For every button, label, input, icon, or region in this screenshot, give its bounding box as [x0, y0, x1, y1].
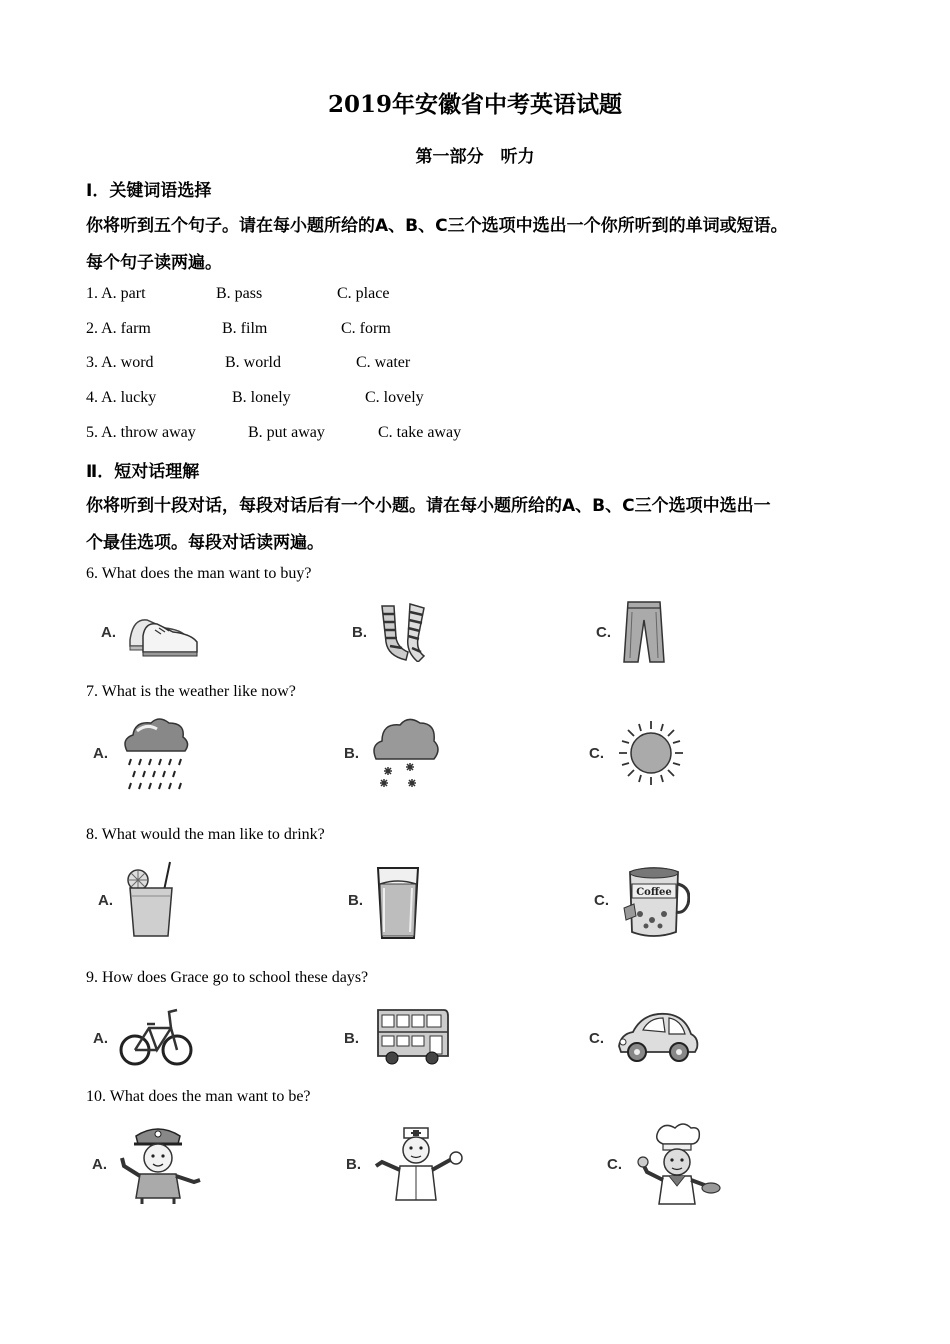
option-b: B. pass	[216, 285, 263, 302]
section2-instruction-line2: 个最佳选项。每段对话读两遍。	[86, 533, 324, 553]
coffee-mug-icon	[620, 864, 690, 940]
option-label: C.	[596, 624, 611, 641]
option-label: A.	[101, 624, 116, 641]
option-a: 5. A. throw away	[86, 424, 196, 441]
sun-icon	[615, 717, 687, 789]
bicycle-icon	[119, 1002, 195, 1070]
option-label: C.	[589, 1030, 604, 1047]
juice-icon	[124, 860, 184, 938]
option-c: C. water	[356, 354, 411, 371]
option-label: B.	[352, 624, 367, 641]
option-a: 4. A. lucky	[86, 389, 157, 406]
question-10: 10. What does the man want to be?	[86, 1088, 311, 1105]
option-b: B. put away	[248, 424, 325, 441]
sneakers-icon	[125, 600, 205, 660]
option-label: B.	[346, 1156, 361, 1173]
option-label: C.	[589, 745, 604, 762]
bus-icon	[374, 1006, 450, 1066]
option-a: 2. A. farm	[86, 320, 151, 337]
cook-icon	[633, 1122, 723, 1206]
part-title: 第一部分 听力	[415, 147, 535, 167]
option-label: A.	[98, 892, 113, 909]
section1-heading: Ⅰ．关键词语选择	[86, 181, 212, 201]
section2-instruction-line1: 你将听到十段对话，每段对话后有一个小题。请在每小题所给的A、B、C三个选项中选出一	[86, 496, 771, 516]
car-icon	[615, 1006, 701, 1066]
snow-icon	[370, 715, 440, 793]
page-title: 2019年安徽省中考英语试题	[327, 91, 622, 118]
policeman-icon	[118, 1122, 204, 1204]
section1-instruction-line2: 每个句子读两遍。	[86, 253, 222, 273]
option-a: 3. A. word	[86, 354, 154, 371]
option-c: C. lovely	[365, 389, 424, 406]
option-a: 1. A. part	[86, 285, 146, 302]
option-c: C. form	[341, 320, 391, 337]
option-label: B.	[348, 892, 363, 909]
question-9: 9. How does Grace go to school these days?	[86, 969, 369, 986]
option-label: B.	[344, 745, 359, 762]
doctor-icon	[372, 1122, 464, 1204]
option-label: A.	[93, 745, 108, 762]
trousers-icon	[620, 600, 670, 664]
option-c: C. take away	[378, 424, 462, 441]
question-6: 6. What does the man want to buy?	[86, 565, 312, 582]
question-8: 8. What would the man like to drink?	[86, 826, 325, 843]
option-b: B. film	[222, 320, 268, 337]
option-label: B.	[344, 1030, 359, 1047]
question-7: 7. What is the weather like now?	[86, 683, 296, 700]
option-label: A.	[93, 1030, 108, 1047]
option-label: C.	[594, 892, 609, 909]
mug-caption: Coffee	[636, 887, 672, 898]
option-label: C.	[607, 1156, 622, 1173]
option-b: B. lonely	[232, 389, 291, 406]
socks-icon	[376, 602, 436, 662]
rain-icon	[119, 715, 191, 793]
option-c: C. place	[337, 285, 390, 302]
section2-heading: Ⅱ．短对话理解	[86, 462, 200, 482]
water-glass-icon	[374, 864, 424, 940]
option-label: A.	[92, 1156, 107, 1173]
option-b: B. world	[225, 354, 281, 371]
section1-instruction-line1: 你将听到五个句子。请在每小题所给的A、B、C三个选项中选出一个你所听到的单词或短语。	[86, 216, 788, 236]
